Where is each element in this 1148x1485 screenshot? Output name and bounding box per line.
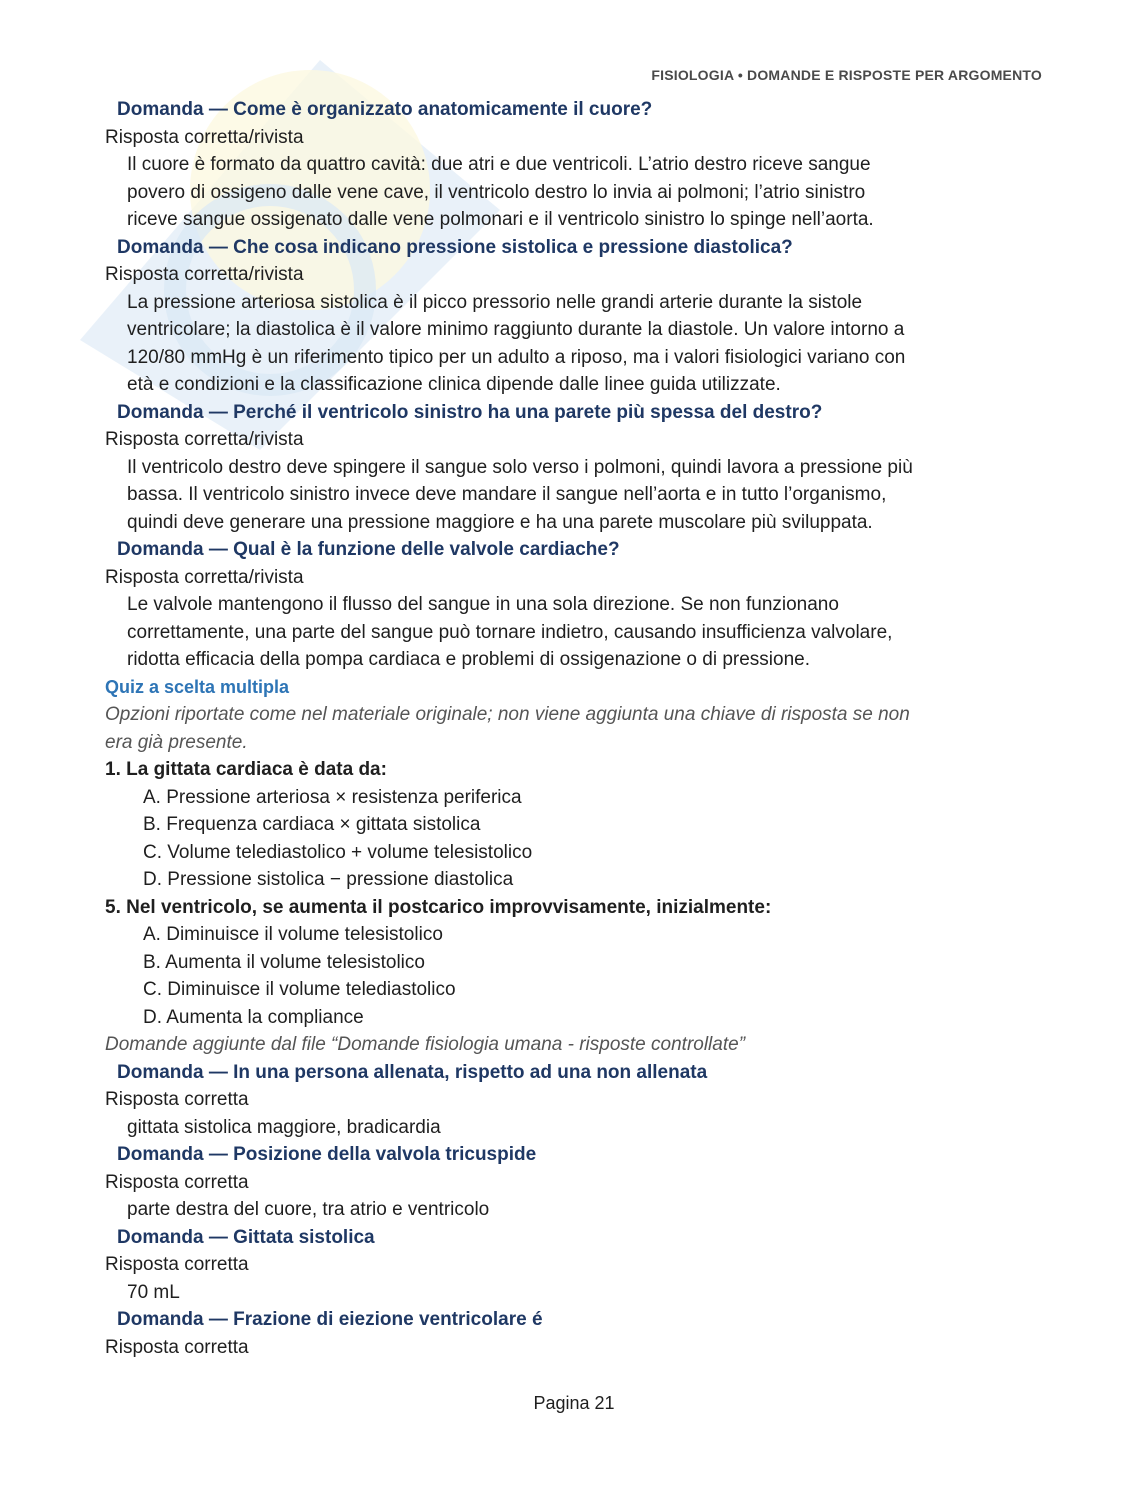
added-questions-note: Domande aggiunte dal file “Domande fisiologia umana - risposte controllate” <box>105 1034 746 1055</box>
answer-line: età e condizioni e la classificazione clinica dipende dalle linee guida utilizzate. <box>127 374 781 395</box>
quiz-option: B. Frequenza cardiaca × gittata sistolica <box>143 814 481 835</box>
quiz-question: 5. Nel ventricolo, se aumenta il postcarico improvvisamente, inizialmente: <box>105 896 772 918</box>
answer-line: gittata sistolica maggiore, bradicardia <box>127 1116 441 1138</box>
answer-body <box>105 289 1040 399</box>
answer-label: Risposta corretta <box>105 1336 249 1358</box>
quiz-option: C. Volume telediastolico + volume telesistolico <box>143 841 533 863</box>
answer-line: ridotta efficacia della pompa cardiaca e problemi di ossigenazione o di pressione. <box>127 649 810 670</box>
answer-label: Risposta corretta/rivista <box>105 264 304 285</box>
quiz-option: A. Diminuisce il volume telesistolico <box>143 924 443 945</box>
quiz-option: C. Diminuisce il volume telediastolico <box>143 979 456 1000</box>
answer-line: bassa. Il ventricolo sinistro invece deve mandare il sangue nell’aorta e in tutto l’organismo, <box>127 484 887 505</box>
question-title: Domanda — Frazione di eiezione ventricolare é <box>117 1309 543 1330</box>
question-title: Domanda — Qual è la funzione delle valvole cardiache? <box>117 539 620 560</box>
answer-label: Risposta corretta <box>105 1171 249 1193</box>
page-number: Pagina 21 <box>533 1393 615 1413</box>
answer-line: 120/80 mmHg è un riferimento tipico per un adulto a riposo, ma i valori fisiologici variano con <box>127 346 906 368</box>
answer-line: parte destra del cuore, tra atrio e ventricolo <box>127 1199 490 1220</box>
quiz-option: B. Aumenta il volume telesistolico <box>143 951 425 973</box>
question-title: Domanda — Posizione della valvola tricuspide <box>117 1144 537 1165</box>
question-title: Domanda — In una persona allenata, rispetto ad una non allenata <box>117 1061 708 1083</box>
question-title: Domanda — Perché il ventricolo sinistro ha una parete più spessa del destro? <box>117 401 823 423</box>
answer-label: Risposta corretta/rivista <box>105 566 304 588</box>
answer-line: riceve sangue ossigenato dalle vene polmonari e il ventricolo sinistro lo spinge nell’aorta. <box>127 209 874 230</box>
question-title: Domanda — Gittata sistolica <box>117 1226 375 1248</box>
quiz-question: 1. La gittata cardiaca è data da: <box>105 759 387 780</box>
quiz-note-line: Opzioni riportate come nel materiale originale; non viene aggiunta una chiave di risposta se non <box>105 704 910 725</box>
quiz-note-line: era già presente. <box>105 731 248 753</box>
answer-line: povero di ossigeno dalle vene cave, il ventricolo destro lo invia ai polmoni; l’atrio sinistro <box>127 181 866 203</box>
answer-body <box>105 1114 1040 1142</box>
quiz-questions <box>105 756 1040 1031</box>
answer-line: Il ventricolo destro deve spingere il sangue solo verso i polmoni, quindi lavora a pressione più <box>127 456 913 478</box>
answer-label: Risposta corretta/rivista <box>105 126 304 148</box>
answer-body <box>105 454 1040 537</box>
answer-line: quindi deve generare una pressione maggiore e ha una parete muscolare più sviluppata. <box>127 511 873 533</box>
answer-line: Il cuore è formato da quattro cavità: due atri e due ventricoli. L’atrio destro riceve sangue <box>127 154 871 175</box>
quiz-option: A. Pressione arteriosa × resistenza periferica <box>143 786 522 808</box>
quiz-title: Quiz a scelta multipla <box>105 676 290 697</box>
answer-label: Risposta corretta/rivista <box>105 429 304 450</box>
question-title: Domanda — Come è organizzato anatomicamente il cuore? <box>117 99 653 120</box>
answer-line: La pressione arteriosa sistolica è il picco pressorio nelle grandi arterie durante la sistole <box>127 291 863 313</box>
qa-section-bottom <box>105 1059 1040 1362</box>
answer-line: Le valvole mantengono il flusso del sangue in una sola direzione. Se non funzionano <box>127 594 839 615</box>
page-content <box>105 96 1040 1361</box>
question-title: Domanda — Che cosa indicano pressione sistolica e pressione diastolica? <box>117 236 793 258</box>
quiz-option: D. Aumenta la compliance <box>143 1006 364 1028</box>
answer-line: ventricolare; la diastolica è il valore minimo raggiunto durante la diastole. Un valore intorno a <box>127 319 905 340</box>
answer-line: 70 mL <box>127 1281 180 1303</box>
answer-line: correttamente, una parte del sangue può tornare indietro, causando insufficienza valvolare, <box>127 621 893 643</box>
quiz-note <box>105 701 1040 756</box>
running-header: FISIOLOGIA • DOMANDE E RISPOSTE PER ARGOMENTO <box>651 67 1042 83</box>
quiz-option: D. Pressione sistolica − pressione diastolica <box>143 869 514 890</box>
answer-body <box>105 591 1040 674</box>
qa-section-top <box>105 96 1040 674</box>
answer-body <box>105 1196 1040 1224</box>
answer-body <box>105 151 1040 234</box>
answer-label: Risposta corretta <box>105 1254 249 1275</box>
answer-body <box>105 1279 1040 1307</box>
answer-label: Risposta corretta <box>105 1089 249 1110</box>
